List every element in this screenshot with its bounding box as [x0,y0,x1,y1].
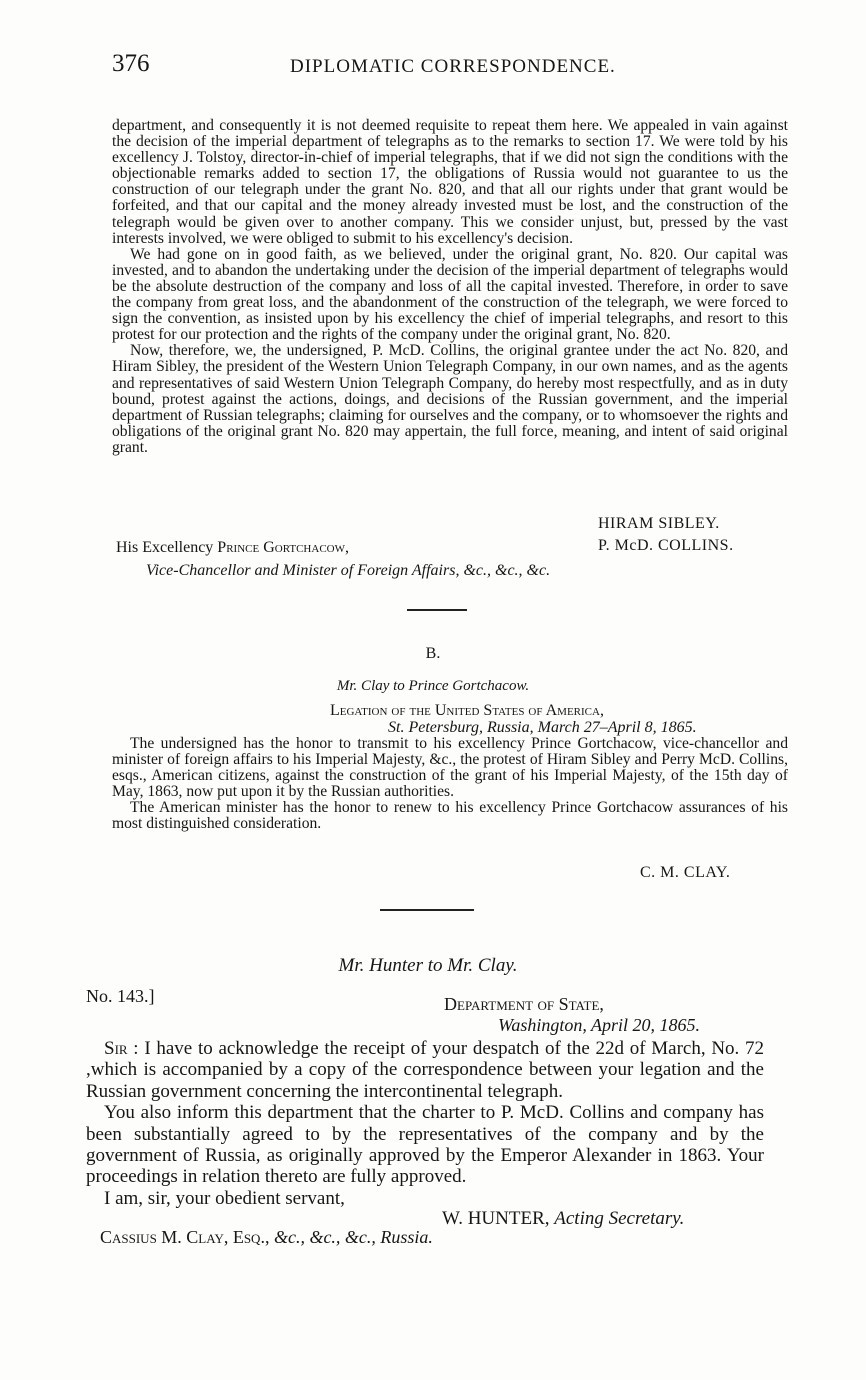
letter-addressee-name: Cassius M. Clay, Esq., [100,1227,270,1247]
enclosure-text [112,736,788,833]
section-divider [407,609,467,611]
page-header [112,50,782,90]
letter-paragraph-1 [86,1038,764,1102]
letter-closing: I am, sir, your obedient servant, [104,1187,345,1209]
letter-paragraph-1-text: I have to acknowledge the receipt of your despatch of the 22d of March, No. 72 ,which is accompanied by a copy of the correspondence between your legation and the Russian government concerning the intercontinental telegraph. [86,1038,765,1102]
signature-collins: P. McD. COLLINS. [598,537,734,554]
page-number: 376 [112,50,150,77]
enclosure-place: Legation of the United States of America, [330,702,604,719]
section-divider-2 [380,909,474,911]
letter-heading: Mr. Hunter to Mr. Clay. [338,955,518,976]
addressee-prefix: His Excellency [116,539,218,556]
signature-sibley: HIRAM SIBLEY. [598,515,720,532]
enclosure-paragraph-1: The undersigned has the honor to transmit to his excellency Prince Gortchacow, vice-chancellor and minister of foreign affairs to his Imperial Majesty, &c., the protest of Hiram Sibley and Perry McD. Collins, esqs., American citizens, against the construction of the grant of his Imperial Majesty, of the 15th day of May, 1863, now put upon it by the Russian authorities. [112,735,788,801]
letter-addressee [100,1227,433,1248]
protest-paragraph-1: department, and consequently it is not deemed requisite to repeat them here. We appealed in vain against the decision of the imperial department of telegraphs as to the remarks to section 17. We were told by his excellency J. Tolstoy, director-in-chief of imperial telegraphs, that if we did not sign the conditions with the objectionable remarks added to section 17, the obligations of Russia would not guarantee to us the construction of our telegraph under the grant No. 820, and that all our rights under that grant would be forfeited, and that our capital and the money already invested must be lost, and the construction of the telegraph would be given over to another company. This we consider unjust, but, pressed by the vast interests involved, we were obliged to submit to his excellency's decision. [112,117,788,247]
letter-department: Department of State, [444,994,604,1014]
running-title: DIPLOMATIC CORRESPONDENCE. [290,56,616,77]
letter-text [86,1038,764,1209]
signature-clay: C. M. CLAY. [640,864,731,881]
letter-addressee-rest: &c., &c., &c., Russia. [273,1227,433,1247]
letter-paragraph-2: You also inform this department that the charter to P. McD. Collins and company has been substantially agreed to by the representatives of the company and by the government of Russia, as originally approved by the Emperor Alexander in 1863. Your proceedings in relation thereto are fully approved. [86,1102,764,1188]
protest-text [112,118,788,456]
letter-date: Washington, April 20, 1865. [498,1015,701,1035]
protest-paragraph-3: Now, therefore, we, the undersigned, P. McD. Collins, the original grantee under the act No. 820, and Hiram Sibley, the president of the Western Union Telegraph Company, in our own names, and as the agents and representatives of said Western Union Telegraph Company, do hereby most respectfully, and as in duty bound, protest against the actions, doings, and decisions of the Russian government, and the imperial department of Russian telegraphs; claiming for ourselves and the company, or to whomsoever the rights and obligations of the original grant No. 820 may appertain, the full force, meaning, and intent of said original grant. [112,342,788,456]
salutation: Sir : [104,1038,139,1059]
protest-addressee [116,539,349,557]
signature-name: W. HUNTER, [442,1208,550,1229]
enclosure-heading: Mr. Clay to Prince Gortchacow. [336,678,530,694]
despatch-number: No. 143.] [86,986,155,1006]
letter-signature [442,1208,684,1230]
signature-title: Acting Secretary. [554,1208,685,1229]
protest-addressee-title: Vice-Chancellor and Minister of Foreign Affairs, &c., &c., &c. [146,562,551,579]
enclosure-date: St. Petersburg, Russia, March 27–April 8, 1865. [388,719,697,736]
enclosure-letter: B. [425,645,441,662]
addressee-name: Prince Gortchacow, [217,539,349,556]
protest-paragraph-2: We had gone on in good faith, as we believed, under the original grant, No. 820. Our capital was invested, and to abandon the undertaking under the decision of the imperial department of telegraphs would be the absolute destruction of the company and loss of all the capital invested. Therefore, in order to save the company from great loss, and the abandonment of the construction of the telegraph, we were forced to sign the convention, as insisted upon by his excellency the chief of imperial telegraphs, and resort to this protest for our protection and the rights of the company under the original grant, No. 820. [112,245,788,344]
enclosure-paragraph-2: The American minister has the honor to renew to his excellency Prince Gortchacow assurances of his most distinguished consideration. [112,799,788,833]
